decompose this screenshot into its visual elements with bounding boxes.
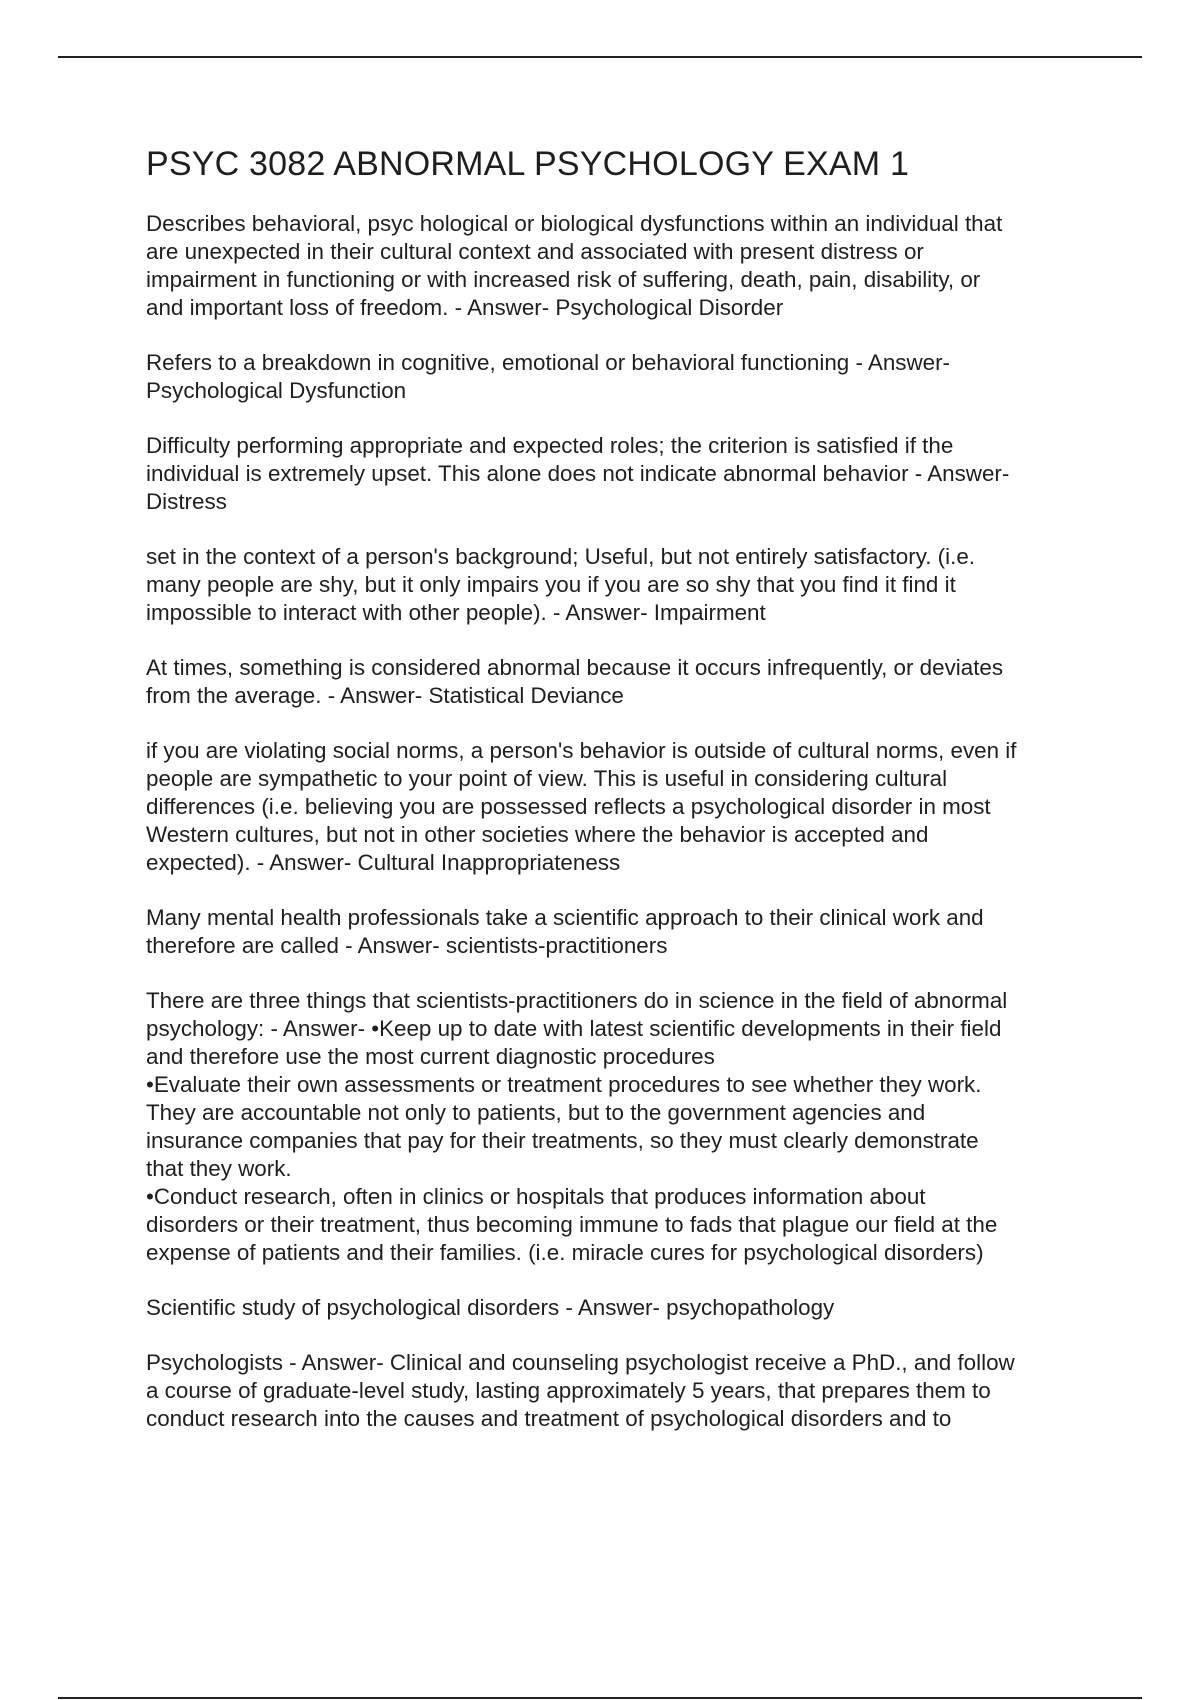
text-line: that they work. — [146, 1156, 292, 1181]
page-title: PSYC 3082 ABNORMAL PSYCHOLOGY EXAM 1 — [146, 145, 910, 183]
text-line: individual is extremely upset. This alone does not indicate abnormal behavior - Answer- — [146, 461, 1010, 486]
bottom-divider — [58, 1697, 1142, 1699]
text-line: disorders or their treatment, thus becoming immune to fads that plague our field at the — [146, 1212, 998, 1237]
text-line: Psychologists - Answer- Clinical and counseling psychologist receive a PhD., and follow — [146, 1350, 1015, 1375]
text-line: There are three things that scientists-practitioners do in science in the field of abnormal — [146, 988, 1008, 1013]
text-line: impairment in functioning or with increased risk of suffering, death, pain, disability, or — [146, 267, 981, 292]
text-line: At times, something is considered abnormal because it occurs infrequently, or deviates — [146, 655, 1004, 680]
qa-paragraph-statistical-deviance — [146, 654, 1100, 710]
document-body — [146, 140, 1100, 1460]
text-line: insurance companies that pay for their treatments, so they must clearly demonstrate — [146, 1128, 979, 1153]
qa-paragraph-distress — [146, 432, 1100, 516]
text-line: and important loss of freedom. - Answer- Psychological Disorder — [146, 295, 784, 320]
text-line: from the average. - Answer- Statistical Deviance — [146, 683, 624, 708]
text-line: psychology: - Answer- •Keep up to date with latest scientific developments in their field — [146, 1016, 1002, 1041]
text-line: They are accountable not only to patients, but to the government agencies and — [146, 1100, 926, 1125]
text-line: Many mental health professionals take a scientific approach to their clinical work and — [146, 905, 984, 930]
text-line: Scientific study of psychological disorders - Answer- psychopathology — [146, 1295, 835, 1320]
text-line: many people are shy, but it only impairs you if you are so shy that you find it find it — [146, 572, 956, 597]
text-line: set in the context of a person's background; Useful, but not entirely satisfactory. (i.e. — [146, 544, 976, 569]
text-line: expense of patients and their families. (i.e. miracle cures for psychological disorders) — [146, 1240, 984, 1265]
qa-paragraph-psychological-disorder — [146, 210, 1100, 322]
text-line: Describes behavioral, psyc hological or biological dysfunctions within an individual that — [146, 211, 1003, 236]
text-line: Refers to a breakdown in cognitive, emotional or behavioral functioning - Answer- — [146, 350, 951, 375]
text-line: expected). - Answer- Cultural Inappropriateness — [146, 850, 621, 875]
text-line: Difficulty performing appropriate and expected roles; the criterion is satisfied if the — [146, 433, 954, 458]
text-line: people are sympathetic to your point of view. This is useful in considering cultural — [146, 766, 948, 791]
text-line: Psychological Dysfunction — [146, 378, 407, 403]
text-line: and therefore use the most current diagnostic procedures — [146, 1044, 715, 1069]
text-line: •Conduct research, often in clinics or hospitals that produces information about — [146, 1184, 926, 1209]
qa-paragraph-three-things — [146, 987, 1100, 1267]
qa-paragraph-psychologists — [146, 1349, 1100, 1433]
text-line: differences (i.e. believing you are possessed reflects a psychological disorder in most — [146, 794, 991, 819]
text-line: •Evaluate their own assessments or treatment procedures to see whether they work. — [146, 1072, 982, 1097]
text-line: if you are violating social norms, a person's behavior is outside of cultural norms, even if — [146, 738, 1017, 763]
text-line: therefore are called - Answer- scientists-practitioners — [146, 933, 668, 958]
text-line: Distress — [146, 489, 227, 514]
qa-paragraph-psychological-dysfunction — [146, 349, 1100, 405]
qa-paragraph-psychopathology — [146, 1294, 1100, 1322]
text-line: impossible to interact with other people). - Answer- Impairment — [146, 600, 766, 625]
top-divider — [58, 56, 1142, 58]
text-line: Western cultures, but not in other societies where the behavior is accepted and — [146, 822, 929, 847]
qa-paragraph-cultural-inappropriateness — [146, 737, 1100, 877]
text-line: a course of graduate-level study, lasting approximately 5 years, that prepares them to — [146, 1378, 991, 1403]
qa-paragraph-scientists-practitioners — [146, 904, 1100, 960]
text-line: are unexpected in their cultural context and associated with present distress or — [146, 239, 924, 264]
text-line: conduct research into the causes and treatment of psychological disorders and to — [146, 1406, 952, 1431]
qa-paragraph-impairment — [146, 543, 1100, 627]
